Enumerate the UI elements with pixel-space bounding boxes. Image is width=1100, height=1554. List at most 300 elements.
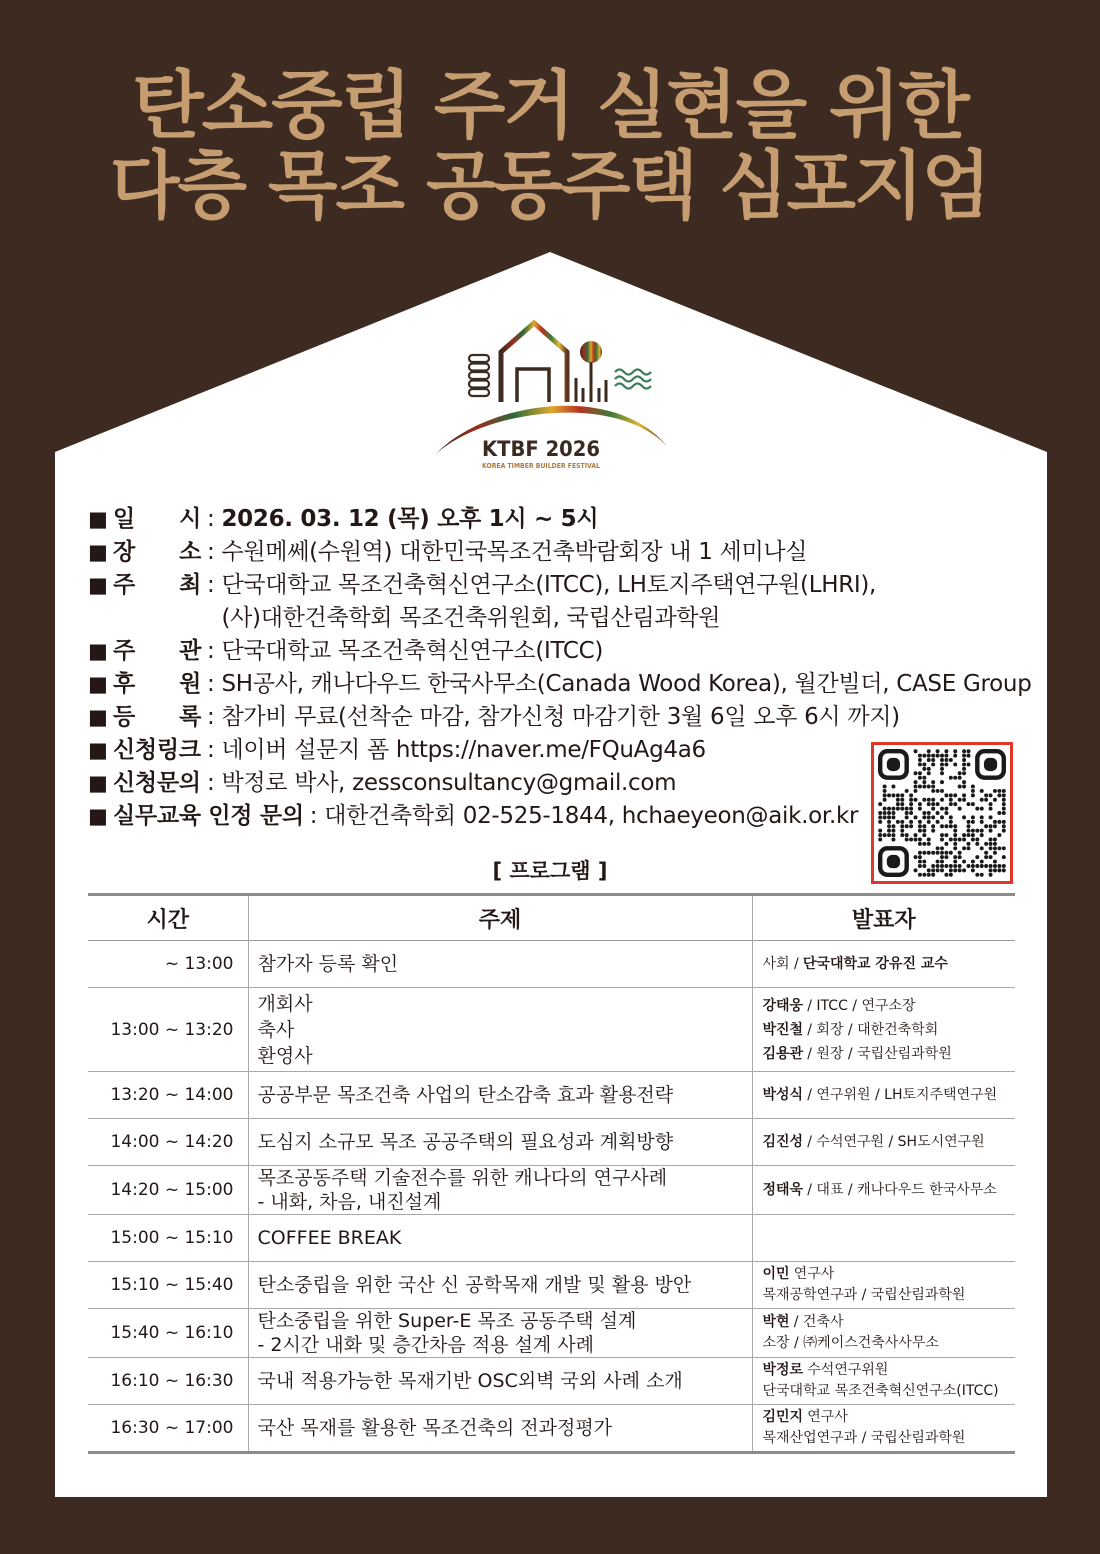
qr-module — [887, 820, 891, 824]
qr-module — [922, 767, 926, 771]
qr-module — [909, 793, 913, 797]
qr-module — [896, 820, 900, 824]
qr-module — [922, 829, 926, 833]
speaker-name: 김용관 — [762, 1045, 804, 1062]
qr-module — [936, 811, 940, 815]
program-table-body — [88, 941, 1015, 1453]
qr-module — [980, 798, 984, 802]
qr-module — [909, 802, 913, 806]
qr-module — [958, 807, 962, 811]
program-row — [88, 1166, 1015, 1215]
info-value — [221, 701, 1043, 734]
qr-module — [878, 837, 882, 841]
qr-module — [966, 842, 970, 846]
qr-module — [971, 785, 975, 789]
qr-module — [940, 837, 944, 841]
speaker-line — [763, 954, 1010, 975]
qr-module — [883, 815, 887, 819]
session-time-cell — [88, 1262, 248, 1309]
session-topic-line: 목조공동주택 기술전수를 위한 캐나다의 연구사례 — [257, 1167, 668, 1189]
info-label: 주 관 — [113, 638, 201, 664]
qr-module — [936, 802, 940, 806]
info-label: 실무교육 인정 문의 — [113, 803, 304, 829]
qr-module — [1002, 846, 1006, 850]
qr-module — [953, 842, 957, 846]
qr-module — [984, 842, 988, 846]
qr-module — [909, 807, 913, 811]
square-bullet-icon: ■ — [88, 771, 108, 795]
coil-icon — [469, 355, 489, 396]
session-topic-cell — [248, 1358, 752, 1405]
qr-module — [953, 846, 957, 850]
qr-module — [997, 833, 1001, 837]
qr-module — [914, 785, 918, 789]
qr-module — [909, 824, 913, 828]
logo-wordmark: KTBF 2026 — [482, 437, 600, 461]
square-bullet-icon: ■ — [88, 540, 108, 564]
qr-module — [914, 815, 918, 819]
square-bullet-icon: ■ — [88, 507, 108, 531]
qr-module — [966, 829, 970, 833]
qr-module — [891, 837, 895, 841]
program-row — [88, 1405, 1015, 1453]
qr-module — [940, 780, 944, 784]
qr-module — [931, 754, 935, 758]
qr-module — [1002, 798, 1006, 802]
qr-module — [962, 754, 966, 758]
qr-module — [971, 802, 975, 806]
qr-module — [936, 846, 940, 850]
speaker-line — [763, 1018, 1010, 1042]
qr-module — [962, 780, 966, 784]
qr-module — [922, 762, 926, 766]
info-label: 장 소 — [113, 539, 201, 565]
qr-module — [1002, 793, 1006, 797]
session-speaker-cell — [752, 1072, 1015, 1119]
program-row — [88, 988, 1015, 1072]
qr-module — [953, 793, 957, 797]
qr-module — [922, 811, 926, 815]
session-time-cell — [88, 1309, 248, 1358]
qr-module — [980, 789, 984, 793]
info-value-line: (사)대한건축학회 목조건축위원회, 국립산림과학원 — [221, 605, 721, 631]
qr-module — [966, 824, 970, 828]
qr-module — [980, 820, 984, 824]
session-topic-line: 탄소중립을 위한 Super-E 목조 공동주택 설계 — [257, 1310, 637, 1332]
qr-module — [953, 837, 957, 841]
square-bullet-icon: ■ — [88, 573, 108, 597]
qr-module — [905, 815, 909, 819]
qr-module — [909, 820, 913, 824]
session-speaker-cell — [752, 1309, 1015, 1358]
session-topic-cell — [248, 1166, 752, 1215]
qr-module — [927, 754, 931, 758]
qr-module — [1002, 829, 1006, 833]
wave-icon — [615, 370, 651, 389]
speaker-line — [763, 994, 1010, 1018]
qr-module — [887, 811, 891, 815]
qr-module — [905, 789, 909, 793]
qr-module — [997, 811, 1001, 815]
session-time-cell — [88, 1215, 248, 1262]
qr-module — [936, 851, 940, 855]
qr-module — [883, 811, 887, 815]
session-speaker-cell — [752, 1119, 1015, 1166]
session-topic-line: COFFEE BREAK — [257, 1227, 402, 1249]
qr-module — [927, 767, 931, 771]
qr-module — [927, 749, 931, 753]
qr-module — [900, 807, 904, 811]
qr-module — [927, 811, 931, 815]
house-door-icon — [517, 369, 549, 402]
info-row — [88, 503, 1043, 536]
qr-module — [966, 833, 970, 837]
qr-module — [966, 749, 970, 753]
speaker-line — [763, 1407, 1010, 1428]
qr-module — [878, 815, 882, 819]
qr-module — [891, 811, 895, 815]
session-time-cell — [88, 941, 248, 988]
qr-module — [891, 785, 895, 789]
qr-module — [953, 829, 957, 833]
qr-module — [940, 815, 944, 819]
header-time: 시간 — [88, 895, 248, 941]
qr-module — [887, 815, 891, 819]
qr-module — [927, 842, 931, 846]
info-separator: : — [207, 671, 215, 697]
qr-module — [905, 824, 909, 828]
qr-module — [1002, 789, 1006, 793]
session-topic-line: 국산 목재를 활용한 목조건축의 전과정평가 — [257, 1417, 613, 1439]
qr-module — [909, 798, 913, 802]
speaker-line — [763, 1042, 1010, 1066]
qr-module — [949, 815, 953, 819]
speaker-name: 단국대학교 강유진 교수 — [802, 955, 948, 972]
qr-module — [927, 758, 931, 762]
qr-module — [922, 780, 926, 784]
info-label: 후 원 — [113, 671, 201, 697]
info-separator: : — [207, 506, 215, 532]
qr-module — [914, 771, 918, 775]
qr-module — [914, 749, 918, 753]
logo-tagline: KOREA TIMBER BUILDER FESTIVAL — [482, 462, 601, 470]
qr-module — [896, 807, 900, 811]
qr-module — [905, 833, 909, 837]
qr-module — [971, 820, 975, 824]
qr-module — [953, 776, 957, 780]
program-row — [88, 1358, 1015, 1405]
info-label: 등 록 — [113, 704, 201, 730]
qr-module — [900, 802, 904, 806]
square-bullet-icon: ■ — [88, 639, 108, 663]
qr-module — [927, 802, 931, 806]
qr-module — [944, 758, 948, 762]
qr-module — [966, 754, 970, 758]
speaker-name: 이민 — [762, 1266, 790, 1282]
session-topic-line: 국내 적용가능한 목재기반 OSC외벽 국외 사례 소개 — [257, 1370, 683, 1392]
qr-module — [927, 820, 931, 824]
speaker-role: / 회장 / 대한건축학회 — [807, 1021, 939, 1038]
qr-module — [896, 798, 900, 802]
info-value — [324, 800, 863, 833]
qr-module — [962, 833, 966, 837]
info-separator: : — [207, 737, 215, 763]
qr-module — [887, 807, 891, 811]
qr-module — [918, 771, 922, 775]
session-topic-cell — [248, 1309, 752, 1358]
session-topic-line: - 내화, 차음, 내진설계 — [257, 1191, 442, 1213]
session-topic-cell — [248, 1072, 752, 1119]
qr-module — [989, 807, 993, 811]
session-time: 15:10 ~ 15:40 — [110, 1275, 234, 1295]
session-topic-cell — [248, 1262, 752, 1309]
qr-finder-center — [887, 758, 900, 771]
qr-module — [900, 833, 904, 837]
qr-module — [914, 798, 918, 802]
qr-module — [918, 824, 922, 828]
qr-module — [905, 811, 909, 815]
speaker-line — [763, 1381, 1010, 1402]
title-line-1: 탄소중립 주거 실현을 위한 — [132, 66, 968, 146]
title-line-2 — [110, 146, 990, 226]
qr-module — [989, 793, 993, 797]
qr-module — [949, 758, 953, 762]
info-value-line: 2026. 03. 12 (목) 오후 1시 ~ 5시 — [221, 506, 599, 532]
program-row — [88, 1072, 1015, 1119]
speaker-role: / 대표 / 캐나다우드 한국사무소 — [807, 1181, 997, 1198]
qr-module — [940, 851, 944, 855]
session-time-cell — [88, 1072, 248, 1119]
qr-module — [896, 793, 900, 797]
qr-module — [883, 833, 887, 837]
session-time-cell — [88, 1166, 248, 1215]
qr-module — [922, 833, 926, 837]
qr-module — [962, 762, 966, 766]
qr-module — [984, 824, 988, 828]
qr-module — [975, 842, 979, 846]
qr-module — [931, 807, 935, 811]
qr-module — [931, 829, 935, 833]
qr-module — [878, 820, 882, 824]
qr-module — [887, 793, 891, 797]
info-separator: : — [207, 638, 215, 664]
qr-module — [958, 798, 962, 802]
info-label: 신청문의 — [113, 770, 201, 796]
session-topic-line: - 2시간 내화 및 층간차음 적용 설계 사례 — [257, 1334, 595, 1356]
info-value-line: 박정로 박사, zessconsultancy@gmail.com — [221, 770, 677, 796]
speaker-line — [763, 1180, 1010, 1201]
qr-module — [940, 771, 944, 775]
speaker-name: 박진철 — [762, 1021, 804, 1038]
session-speaker-cell — [752, 1166, 1015, 1215]
qr-module — [918, 754, 922, 758]
qr-module — [891, 833, 895, 837]
info-separator: : — [309, 803, 318, 829]
ktbf-logo — [430, 315, 670, 475]
qr-module — [962, 767, 966, 771]
qr-module — [918, 762, 922, 766]
qr-module — [936, 820, 940, 824]
qr-module — [909, 811, 913, 815]
qr-module — [993, 851, 997, 855]
qr-module — [997, 846, 1001, 850]
qr-module — [962, 771, 966, 775]
qr-module — [914, 780, 918, 784]
qr-module — [949, 793, 953, 797]
speaker-line — [763, 1085, 1010, 1106]
speaker-role: 연구사 — [793, 1266, 835, 1282]
program-row — [88, 1309, 1015, 1358]
qr-module — [989, 824, 993, 828]
qr-module — [905, 837, 909, 841]
speaker-role: 목재공학연구과 / 국립산림과학원 — [762, 1287, 966, 1303]
qr-module — [883, 798, 887, 802]
qr-module — [931, 851, 935, 855]
qr-module — [940, 789, 944, 793]
qr-module — [922, 776, 926, 780]
session-time-cell — [88, 1119, 248, 1166]
qr-module — [949, 776, 953, 780]
qr-module — [962, 785, 966, 789]
qr-module — [971, 837, 975, 841]
square-bullet-icon: ■ — [88, 738, 108, 762]
speaker-line — [763, 1333, 1010, 1354]
speaker-role: / 건축사 — [793, 1314, 844, 1330]
info-row — [88, 767, 863, 800]
qr-module — [936, 789, 940, 793]
square-bullet-icon: ■ — [88, 804, 108, 828]
speaker-role: / 수석연구원 / SH도시연구원 — [807, 1133, 985, 1150]
qr-module — [980, 807, 984, 811]
qr-module — [989, 829, 993, 833]
qr-module — [966, 802, 970, 806]
qr-module — [922, 785, 926, 789]
qr-module — [989, 837, 993, 841]
info-row — [88, 701, 1043, 734]
qr-module — [949, 824, 953, 828]
qr-module — [989, 846, 993, 850]
qr-module — [940, 833, 944, 837]
qr-module — [944, 793, 948, 797]
info-value-line: 대한건축학회 02-525-1844, hchaeyeon@aik.or.kr — [324, 803, 859, 829]
session-topic-line: 참가자 등록 확인 — [257, 953, 399, 975]
speaker-name: 박현 — [762, 1314, 790, 1330]
speaker-line — [763, 1132, 1010, 1153]
qr-module — [940, 798, 944, 802]
qr-module — [940, 807, 944, 811]
program-header-row — [88, 895, 1015, 941]
info-row — [88, 800, 863, 833]
session-topic-cell — [248, 988, 752, 1072]
speaker-role: / 연구위원 / LH토지주택연구원 — [807, 1086, 998, 1103]
qr-module — [971, 815, 975, 819]
qr-module — [940, 824, 944, 828]
info-label: 주 최 — [113, 572, 201, 598]
qr-module — [914, 833, 918, 837]
session-speaker-cell — [752, 1262, 1015, 1309]
qr-module — [918, 758, 922, 762]
qr-module — [966, 762, 970, 766]
fence-icon — [576, 362, 606, 402]
square-bullet-icon: ■ — [88, 672, 108, 696]
qr-module — [997, 793, 1001, 797]
qr-module — [878, 802, 882, 806]
session-time-cell — [88, 1405, 248, 1453]
qr-module — [887, 824, 891, 828]
qr-module — [891, 793, 895, 797]
speaker-prefix: 사회 / — [762, 955, 799, 972]
qr-module — [993, 824, 997, 828]
qr-module — [958, 771, 962, 775]
qr-module — [962, 793, 966, 797]
info-separator: : — [207, 539, 215, 565]
qr-module — [931, 785, 935, 789]
session-time: 14:20 ~ 15:00 — [110, 1180, 234, 1200]
qr-module — [1002, 824, 1006, 828]
session-topic-line: 환영사 — [257, 1044, 313, 1067]
qr-module — [891, 824, 895, 828]
info-value — [221, 767, 863, 800]
qr-module — [936, 749, 940, 753]
session-time: 13:00 ~ 13:20 — [110, 1019, 234, 1040]
speaker-name: 박성식 — [762, 1086, 804, 1103]
qr-module — [997, 789, 1001, 793]
qr-module — [962, 815, 966, 819]
session-time-cell — [88, 988, 248, 1072]
qr-module — [918, 842, 922, 846]
qr-module — [1002, 807, 1006, 811]
qr-module — [891, 815, 895, 819]
qr-module — [883, 789, 887, 793]
qr-module — [940, 754, 944, 758]
qr-module — [940, 846, 944, 850]
qr-module — [900, 820, 904, 824]
qr-module — [927, 785, 931, 789]
qr-module — [900, 798, 904, 802]
qr-module — [953, 824, 957, 828]
session-time: 14:00 ~ 14:20 — [110, 1132, 234, 1152]
qr-module — [936, 754, 940, 758]
qr-module — [909, 837, 913, 841]
session-topic-line: 도심지 소규모 목조 공공주택의 필요성과 계획방향 — [257, 1131, 674, 1153]
session-topic-line: 공공부문 목조건축 사업의 탄소감축 효과 활용전략 — [257, 1084, 674, 1106]
qr-module — [971, 829, 975, 833]
qr-module — [887, 829, 891, 833]
session-topic-line: 개회사 — [257, 992, 313, 1015]
info-value — [221, 668, 1043, 701]
poster-title — [110, 66, 990, 226]
info-label: 신청링크 — [113, 737, 201, 763]
program-row — [88, 1262, 1015, 1309]
program-table-head — [88, 895, 1015, 941]
qr-module — [940, 767, 944, 771]
qr-module — [949, 851, 953, 855]
qr-module — [922, 851, 926, 855]
session-topic-cell — [248, 1215, 752, 1262]
header-speaker: 발표자 — [752, 895, 1015, 941]
qr-module — [993, 846, 997, 850]
qr-module — [944, 754, 948, 758]
qr-module — [993, 842, 997, 846]
qr-module — [980, 829, 984, 833]
session-time: 15:00 ~ 15:10 — [110, 1228, 234, 1248]
speaker-line — [763, 1428, 1010, 1449]
qr-module — [918, 829, 922, 833]
qr-module — [980, 815, 984, 819]
qr-module — [883, 807, 887, 811]
qr-module — [953, 833, 957, 837]
speaker-name: 김민지 — [762, 1409, 804, 1425]
